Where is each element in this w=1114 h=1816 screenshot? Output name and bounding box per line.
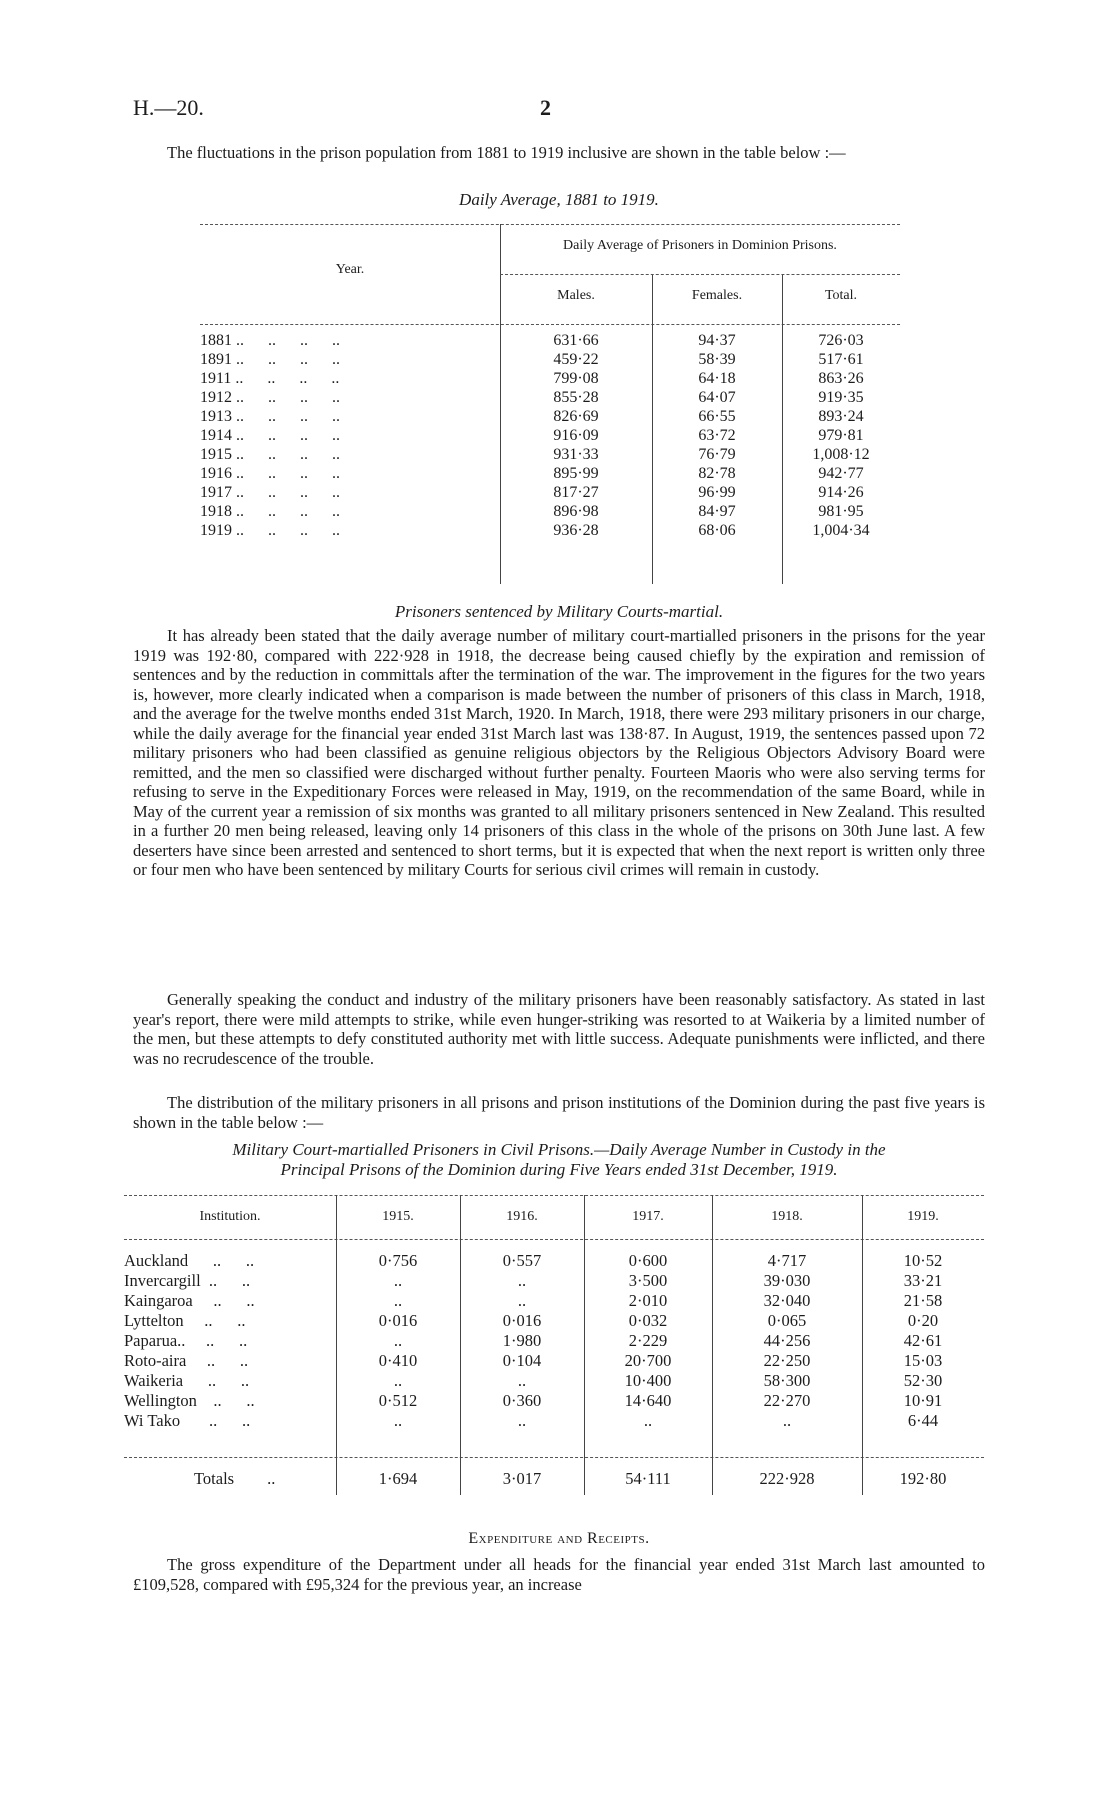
- value-cell-1919: 42·61: [903, 1331, 943, 1350]
- table1-females-header: Females.: [691, 288, 743, 303]
- year-cell: 1891 .. .. .. ..: [200, 351, 340, 368]
- value-cell-1919: 52·30: [903, 1371, 943, 1390]
- table-row: [124, 1291, 984, 1311]
- table1-group-header: Daily Average of Prisoners in Dominion Prisons.: [563, 238, 837, 253]
- value-cell-1918: 0·065: [767, 1311, 807, 1330]
- institution-cell: Wellington .. ..: [124, 1391, 255, 1410]
- year-header-1915: 1915.: [382, 1209, 414, 1224]
- value-cell-1918: 44·256: [763, 1331, 811, 1350]
- value-cell-1917: 14·640: [624, 1391, 672, 1410]
- value-cell-1915: ..: [393, 1291, 403, 1310]
- year-cell: 1918 .. .. .. ..: [200, 503, 340, 520]
- institution-cell: Roto-aira .. ..: [124, 1351, 249, 1370]
- year-header-1916: 1916.: [506, 1209, 538, 1224]
- table-row: [124, 1371, 984, 1391]
- year-cell: 1916 .. .. .. ..: [200, 465, 340, 482]
- value-cell-1916: 1·980: [502, 1331, 542, 1350]
- year-cell: 1881 .. .. .. ..: [200, 332, 340, 349]
- total-cell: 981·95: [818, 503, 864, 520]
- table2-header-rule: [124, 1239, 984, 1240]
- year-cell: 1917 .. .. .. ..: [200, 484, 340, 501]
- total-cell-1915: 1·694: [378, 1469, 418, 1488]
- table-row: [124, 1411, 984, 1431]
- institution-cell: Invercargill .. ..: [124, 1271, 251, 1290]
- males-cell: 936·28: [553, 522, 599, 539]
- value-cell-1917: 2·010: [628, 1291, 668, 1310]
- table2-title-line1: Military Court-martialled Prisoners in Civil Prisons.—Daily Average Number in Custody in the: [232, 1140, 886, 1159]
- value-cell-1916: ..: [517, 1271, 527, 1290]
- females-cell: 94·37: [698, 332, 736, 349]
- table-row: [124, 1311, 984, 1331]
- females-cell: 64·07: [698, 389, 736, 406]
- males-cell: 895·99: [553, 465, 599, 482]
- total-cell: 979·81: [818, 427, 864, 444]
- total-cell-1918: 222·928: [759, 1469, 815, 1488]
- expenditure-heading: Expenditure and Receipts.: [468, 1530, 650, 1547]
- military-paragraph-3: The distribution of the military prisoners in all prisons and prison institutions of the Dominion during the past five years is shown in the table below :—: [133, 1093, 985, 1132]
- total-cell-1919: 192·80: [899, 1469, 947, 1488]
- year-cell: 1915 .. .. .. ..: [200, 446, 340, 463]
- value-cell-1917: 20·700: [624, 1351, 672, 1370]
- table-row: [124, 1251, 984, 1271]
- institution-cell: Wi Tako .. ..: [124, 1411, 251, 1430]
- value-cell-1916: ..: [517, 1411, 527, 1430]
- value-cell-1915: 0·756: [378, 1251, 418, 1270]
- value-cell-1917: ..: [643, 1411, 653, 1430]
- year-header-1918: 1918.: [771, 1209, 803, 1224]
- females-cell: 63·72: [698, 427, 736, 444]
- table-row: [200, 503, 900, 523]
- total-cell: 517·61: [818, 351, 864, 368]
- value-cell-1918: 39·030: [763, 1271, 811, 1290]
- value-cell-1919: 10·52: [903, 1251, 943, 1270]
- table1-top-rule: [200, 224, 900, 225]
- value-cell-1916: 0·557: [502, 1251, 542, 1270]
- males-cell: 896·98: [553, 503, 599, 520]
- value-cell-1915: ..: [393, 1411, 403, 1430]
- total-cell-1917: 54·111: [625, 1469, 671, 1488]
- page-number: 2: [540, 95, 551, 120]
- value-cell-1915: ..: [393, 1271, 403, 1290]
- value-cell-1916: ..: [517, 1291, 527, 1310]
- females-cell: 66·55: [698, 408, 736, 425]
- year-cell: 1914 .. .. .. ..: [200, 427, 340, 444]
- institution-cell: Lyttelton .. ..: [124, 1311, 246, 1330]
- value-cell-1916: 0·016: [502, 1311, 542, 1330]
- females-cell: 96·99: [698, 484, 736, 501]
- value-cell-1919: 6·44: [907, 1411, 939, 1430]
- table-row: [124, 1331, 984, 1351]
- total-cell: 893·24: [818, 408, 864, 425]
- total-cell: 1,004·34: [812, 522, 870, 539]
- value-cell-1917: 2·229: [628, 1331, 668, 1350]
- value-cell-1919: 10·91: [903, 1391, 943, 1410]
- value-cell-1918: ..: [782, 1411, 792, 1430]
- value-cell-1915: 0·512: [378, 1391, 418, 1410]
- value-cell-1915: ..: [393, 1371, 403, 1390]
- institution-cell: Paparua.. .. ..: [124, 1331, 248, 1350]
- value-cell-1917: 3·500: [628, 1271, 668, 1290]
- value-cell-1919: 0·20: [907, 1311, 939, 1330]
- value-cell-1918: 22·250: [763, 1351, 811, 1370]
- table1-year-header: Year.: [335, 262, 365, 277]
- table-row: [200, 465, 900, 485]
- year-header-1919: 1919.: [907, 1209, 939, 1224]
- males-cell: 459·22: [553, 351, 599, 368]
- table2-totals-rule: [124, 1457, 984, 1458]
- report-code: H.—20.: [133, 95, 204, 120]
- institution-header: Institution.: [199, 1209, 261, 1224]
- table-row: [124, 1391, 984, 1411]
- expenditure-paragraph: The gross expenditure of the Department under all heads for the financial year ended 31st March last amounted to £109,528, compared with £95,324 for the previous year, an increase: [133, 1555, 985, 1594]
- totals-label: Totals ..: [194, 1469, 276, 1488]
- institution-cell: Auckland .. ..: [124, 1251, 255, 1270]
- table-row: [200, 427, 900, 447]
- value-cell-1916: ..: [517, 1371, 527, 1390]
- value-cell-1918: 58·300: [763, 1371, 811, 1390]
- females-cell: 68·06: [698, 522, 736, 539]
- total-cell: 726·03: [818, 332, 864, 349]
- table-row: [200, 484, 900, 504]
- females-cell: 84·97: [698, 503, 736, 520]
- table-row: [200, 370, 900, 390]
- males-cell: 799·08: [553, 370, 599, 387]
- value-cell-1915: ..: [393, 1331, 403, 1350]
- total-cell: 863·26: [818, 370, 864, 387]
- value-cell-1916: 0·104: [502, 1351, 542, 1370]
- intro-paragraph: The fluctuations in the prison population from 1881 to 1919 inclusive are shown in the table below :—: [167, 143, 846, 162]
- totals-row: [124, 1469, 984, 1489]
- males-cell: 855·28: [553, 389, 599, 406]
- table-row: [124, 1351, 984, 1371]
- value-cell-1915: 0·410: [378, 1351, 418, 1370]
- value-cell-1918: 22·270: [763, 1391, 811, 1410]
- value-cell-1918: 32·040: [763, 1291, 811, 1310]
- military-paragraph-1: It has already been stated that the daily average number of military court-martialled prisoners in the prisons for the year 1919 was 192·80, compared with 222·928 in 1918, the decrease being caused chiefly by the expiration and remission of sentences and by the reduction in committals after the termination of the war. The improvement in the figures for the two years is, however, more clearly indicated when a comparison is made between the number of prisoners of this class in March, 1918, and the average for the twelve months ended 31st March, 1920. In March, 1918, there were 293 military prisoners in our charge, while the daily average for the financial year ended 31st March last was 138·87. In August, 1919, the sentences passed upon 72 military prisoners who had been classified as genuine religious objectors by the Religious Objectors Advisory Board were remitted, and the men so classified were discharged without further penalty. Fourteen Maoris who were also serving terms for refusing to serve in the Expeditionary Forces were released in May, 1919, on the recommendation of the same Board, while in May of the current year a remission of six months was granted to all military prisoners sentenced in New Zealand. This resulted in a further 20 men being released, leaving only 14 prisoners of this class in the whole of the prisons on 30th June last. A few deserters have since been arrested and sentenced to short terms, but it is expected that when the next report is written only three or four men who have been sentenced by military Courts for serious civil crimes will remain in custody.: [133, 626, 985, 879]
- males-cell: 817·27: [553, 484, 599, 501]
- females-cell: 58·39: [698, 351, 736, 368]
- military-paragraph-2: Generally speaking the conduct and industry of the military prisoners have been reasonably satisfactory. As stated in last year's report, there were mild attempts to strike, while even hunger-striking was resorted to at Waikeria by a limited number of the men, but these attempts to defy constituted authority met with little success. Adequate punishments were inflicted, and there was no recrudescence of the trouble.: [133, 990, 985, 1068]
- daily-average-table: [200, 224, 900, 584]
- females-cell: 76·79: [698, 446, 736, 463]
- value-cell-1917: 0·600: [628, 1251, 668, 1270]
- military-heading: Prisoners sentenced by Military Courts-martial.: [394, 602, 724, 621]
- table-row: [124, 1271, 984, 1291]
- table-row: [200, 332, 900, 352]
- value-cell-1917: 10·400: [624, 1371, 672, 1390]
- value-cell-1919: 15·03: [903, 1351, 943, 1370]
- military-prisoners-table: [124, 1195, 984, 1505]
- year-cell: 1919 .. .. .. ..: [200, 522, 340, 539]
- total-cell: 942·77: [818, 465, 864, 482]
- value-cell-1915: 0·016: [378, 1311, 418, 1330]
- table1-males-header: Males.: [557, 288, 595, 303]
- total-cell-1916: 3·017: [502, 1469, 542, 1488]
- table1-title: Daily Average, 1881 to 1919.: [459, 190, 659, 209]
- year-cell: 1911 .. .. .. ..: [200, 370, 340, 387]
- value-cell-1918: 4·717: [767, 1251, 807, 1270]
- year-cell: 1913 .. .. .. ..: [200, 408, 340, 425]
- males-cell: 931·33: [553, 446, 599, 463]
- table2-title-line2: Principal Prisons of the Dominion during Five Years ended 31st December, 1919.: [280, 1160, 838, 1179]
- year-cell: 1912 .. .. .. ..: [200, 389, 340, 406]
- table2-top-rule: [124, 1195, 984, 1196]
- institution-cell: Kaingaroa .. ..: [124, 1291, 255, 1310]
- table1-total-header: Total.: [824, 288, 858, 303]
- males-cell: 631·66: [553, 332, 599, 349]
- table-row: [200, 522, 900, 542]
- females-cell: 64·18: [698, 370, 736, 387]
- table-row: [200, 408, 900, 428]
- males-cell: 916·09: [553, 427, 599, 444]
- table-row: [200, 446, 900, 466]
- value-cell-1919: 21·58: [903, 1291, 943, 1310]
- year-header-1917: 1917.: [632, 1209, 664, 1224]
- total-cell: 1,008·12: [812, 446, 870, 463]
- table1-subheader-rule: [500, 274, 900, 275]
- males-cell: 826·69: [553, 408, 599, 425]
- value-cell-1919: 33·21: [903, 1271, 943, 1290]
- table-row: [200, 389, 900, 409]
- institution-cell: Waikeria .. ..: [124, 1371, 250, 1390]
- table1-header-rule: [200, 324, 900, 325]
- females-cell: 82·78: [698, 465, 736, 482]
- value-cell-1917: 0·032: [628, 1311, 668, 1330]
- table-row: [200, 351, 900, 371]
- total-cell: 919·35: [818, 389, 864, 406]
- total-cell: 914·26: [818, 484, 864, 501]
- value-cell-1916: 0·360: [502, 1391, 542, 1410]
